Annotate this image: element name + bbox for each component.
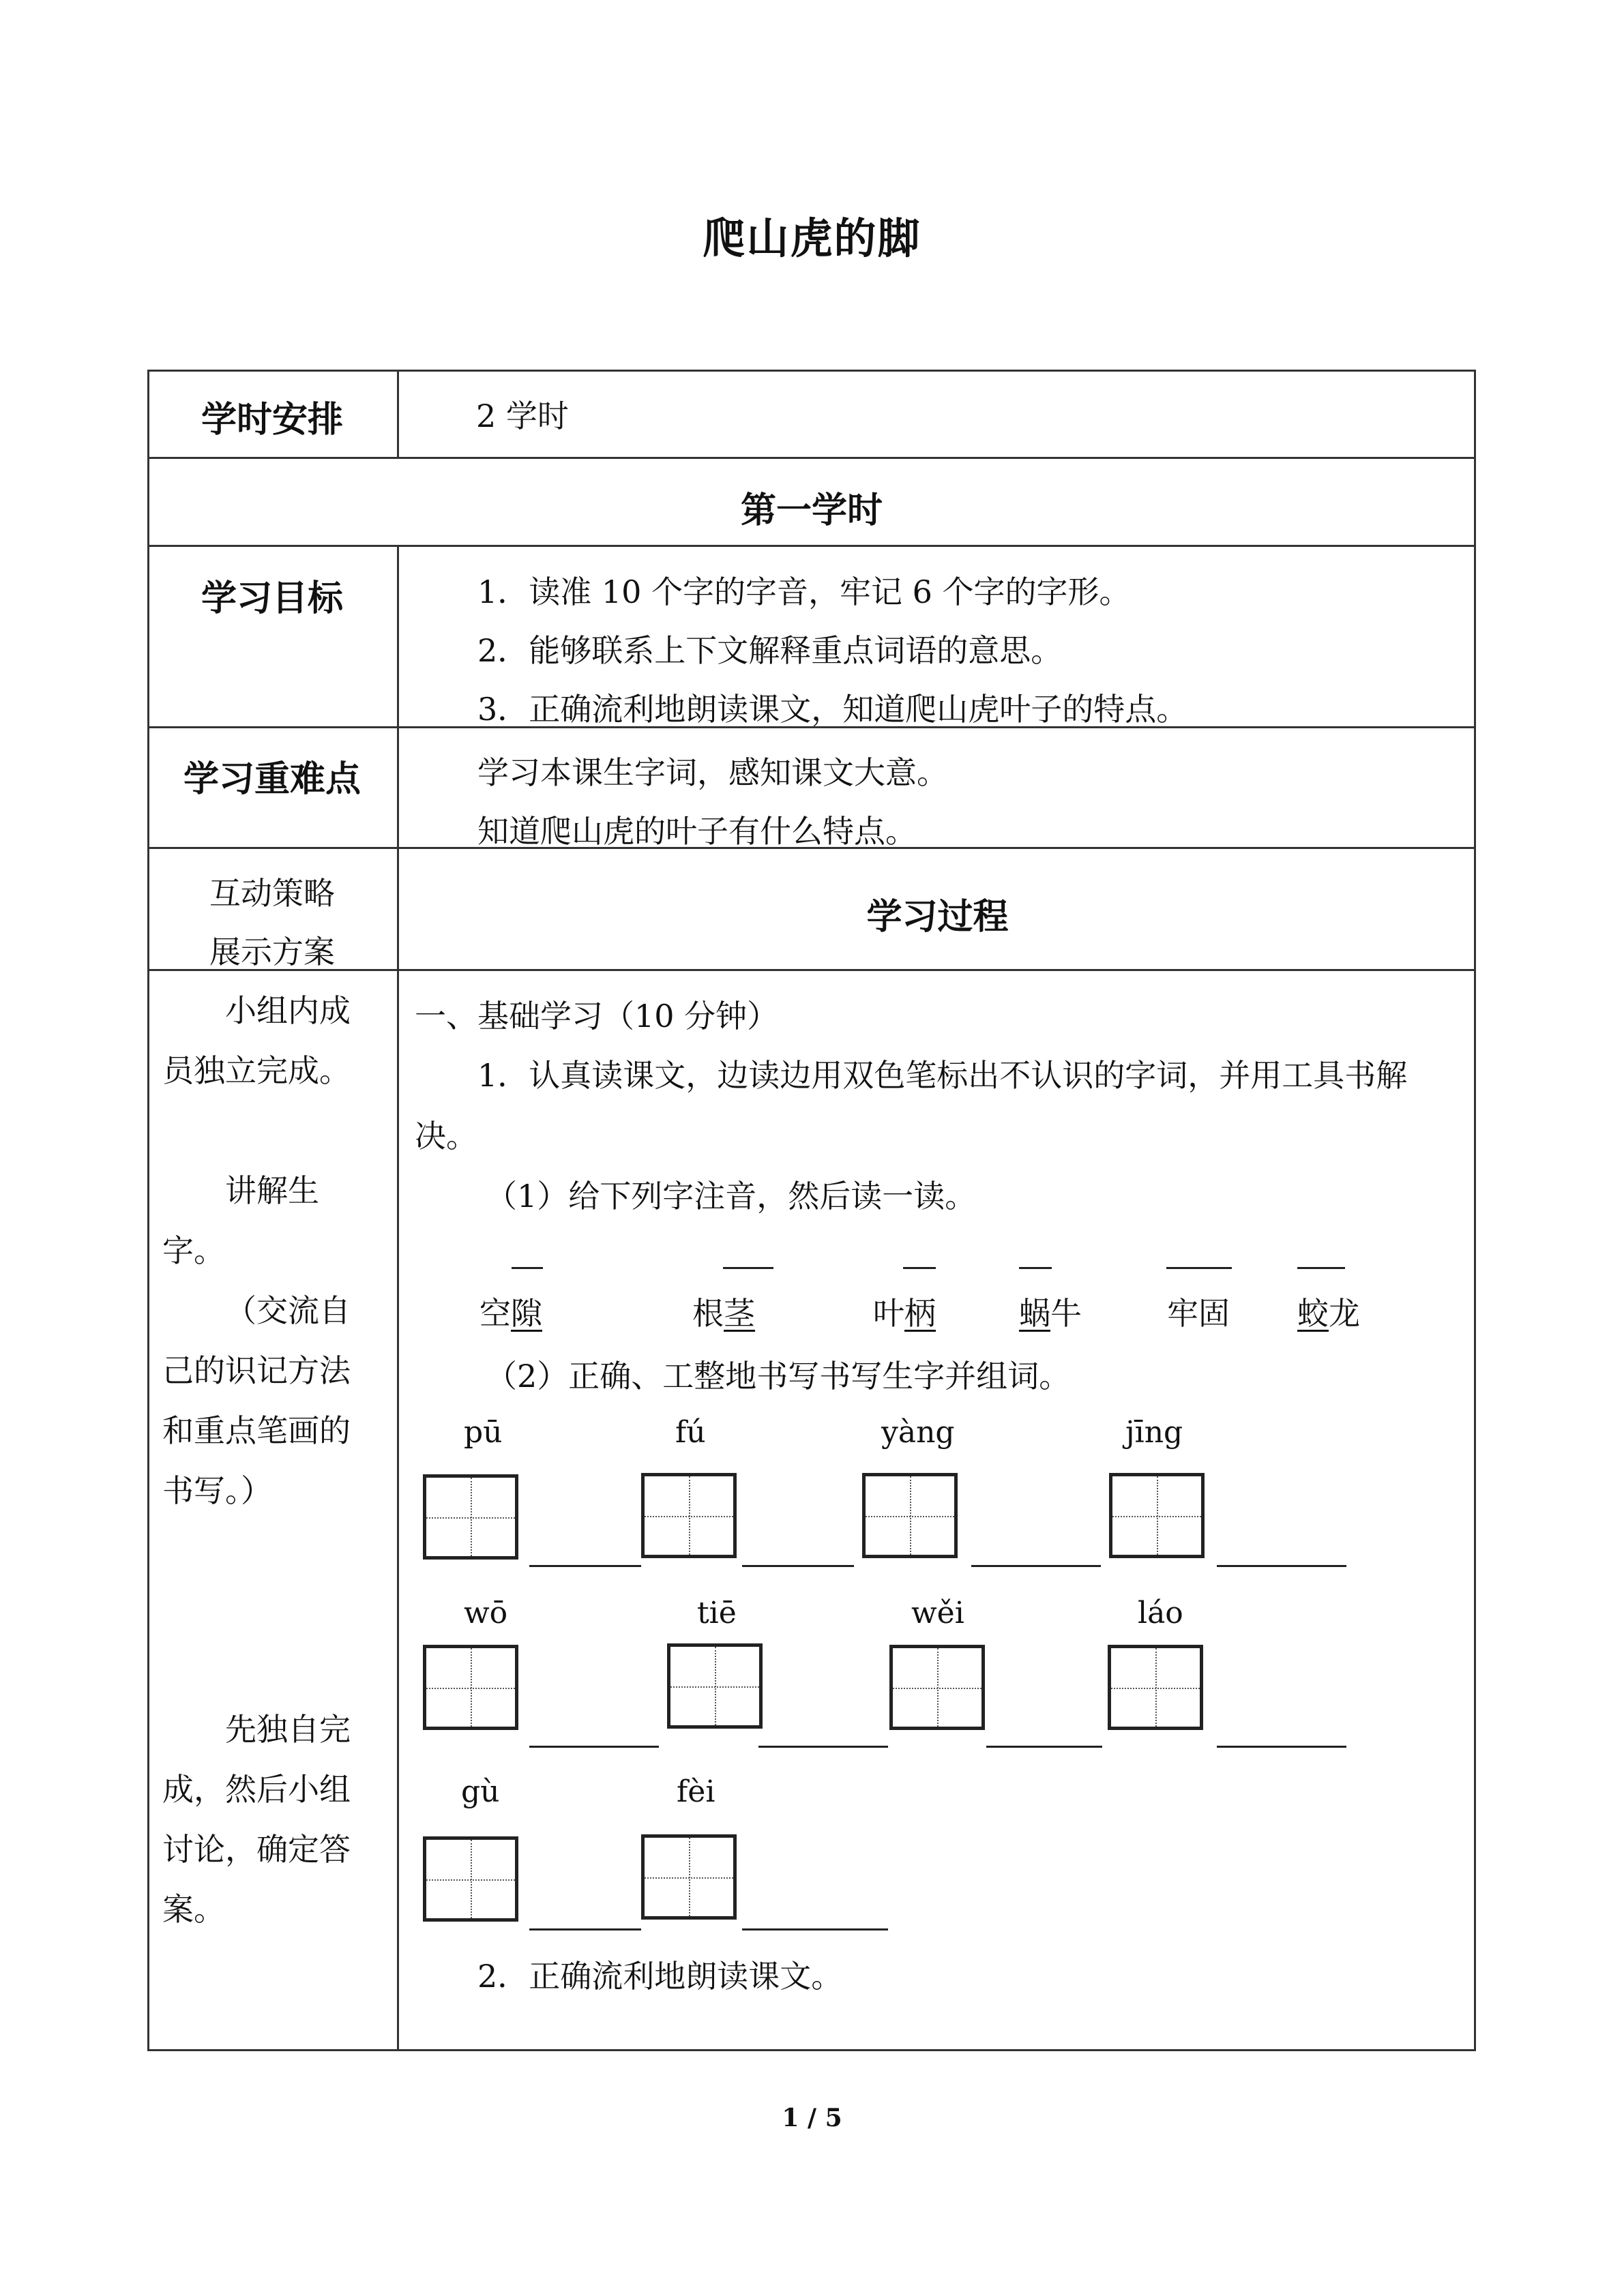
- pinyin-label: pū: [464, 1415, 503, 1450]
- vocab-word: 蜗牛: [1019, 1295, 1082, 1332]
- writing-grid-box[interactable]: [641, 1834, 737, 1920]
- page-number: 1 / 5: [782, 2104, 842, 2132]
- sub-question: （2）正确、工整地书写书写生字并组词。: [486, 1358, 1071, 1395]
- process-title: 学习过程: [866, 897, 1009, 938]
- key-point-item: 学习本课生字词，感知课文大意。: [477, 754, 948, 791]
- writing-grid-box[interactable]: [423, 1836, 518, 1922]
- goal-item: 1．读准 10 个字的字音，牢记 6 个字的字形。: [477, 573, 1131, 610]
- word-blank[interactable]: [529, 1746, 659, 1748]
- word-blank[interactable]: [529, 1928, 641, 1930]
- word-blank[interactable]: [1217, 1565, 1346, 1567]
- pinyin-label: tiē: [697, 1596, 737, 1630]
- answer-blank: [512, 1267, 543, 1269]
- section-heading: 一、基础学习（10 分钟）: [415, 998, 779, 1034]
- writing-grid-box[interactable]: [641, 1473, 737, 1558]
- process-item: 2．正确流利地朗读课文。: [477, 1958, 843, 1995]
- table-column-rule: [397, 370, 399, 457]
- vocab-word: 空隙: [479, 1295, 542, 1332]
- process-item-continued: 决。: [415, 1118, 477, 1154]
- answer-blank: [1297, 1267, 1345, 1269]
- word-blank[interactable]: [1217, 1746, 1346, 1748]
- pinyin-label: fèi: [677, 1774, 715, 1809]
- word-blank[interactable]: [742, 1928, 888, 1930]
- vocab-word: 根茎: [692, 1295, 755, 1332]
- answer-blank: [903, 1267, 936, 1269]
- section-title: 第一学时: [740, 490, 883, 531]
- word-blank[interactable]: [742, 1565, 854, 1567]
- goal-item: 2．能够联系上下文解释重点词语的意思。: [477, 632, 1063, 669]
- answer-blank: [1166, 1267, 1232, 1269]
- word-blank[interactable]: [971, 1565, 1101, 1567]
- hours-label: 学时安排: [201, 400, 343, 441]
- key-points-label: 学习重难点: [183, 759, 361, 800]
- vocab-word: 叶柄: [873, 1295, 936, 1332]
- answer-blank: [723, 1267, 773, 1269]
- table-rule: [147, 457, 1476, 459]
- writing-grid-box[interactable]: [423, 1474, 518, 1560]
- pinyin-label: jīng: [1125, 1415, 1183, 1450]
- writing-grid-box[interactable]: [667, 1643, 763, 1729]
- writing-grid-box[interactable]: [862, 1473, 958, 1558]
- goal-item: 3．正确流利地朗读课文，知道爬山虎叶子的特点。: [477, 691, 1188, 728]
- side-note: 讲解生 字。 （交流自 己的识记方法 和重点笔画的 书写。）: [162, 1172, 351, 1509]
- word-blank[interactable]: [529, 1565, 641, 1567]
- pinyin-label: wō: [464, 1596, 508, 1630]
- pinyin-label: yàng: [881, 1415, 955, 1450]
- process-item: 1．认真读课文，边读边用双色笔标出不认识的字词，并用工具书解: [477, 1057, 1408, 1094]
- writing-grid-box[interactable]: [423, 1645, 518, 1730]
- hours-value: 2 学时: [476, 398, 569, 434]
- strategy-label: 展示方案: [209, 934, 335, 970]
- pinyin-label: wěi: [911, 1596, 964, 1630]
- pinyin-label: gù: [461, 1774, 500, 1809]
- key-point-item: 知道爬山虎的叶子有什么特点。: [477, 813, 917, 850]
- table-rule: [147, 545, 1476, 547]
- writing-grid-box[interactable]: [889, 1645, 985, 1730]
- goals-label: 学习目标: [201, 578, 343, 619]
- side-note: 小组内成 员独立完成。: [162, 992, 351, 1089]
- writing-grid-box[interactable]: [1108, 1645, 1203, 1730]
- vocab-word: 牢固: [1167, 1295, 1230, 1332]
- word-blank[interactable]: [986, 1746, 1102, 1748]
- answer-blank: [1019, 1267, 1052, 1269]
- writing-grid-box[interactable]: [1109, 1473, 1205, 1558]
- word-blank[interactable]: [758, 1746, 888, 1748]
- page-title: 爬山虎的脚: [703, 213, 921, 263]
- vocab-word: 蛟龙: [1297, 1295, 1360, 1332]
- pinyin-label: láo: [1138, 1596, 1183, 1630]
- sub-question: （1）给下列字注音，然后读一读。: [486, 1178, 977, 1214]
- table-column-rule: [397, 545, 399, 2051]
- strategy-label: 互动策略: [209, 875, 335, 912]
- pinyin-label: fú: [675, 1415, 706, 1450]
- side-note: 先独自完 成，然后小组 讨论，确定答 案。: [162, 1711, 351, 1928]
